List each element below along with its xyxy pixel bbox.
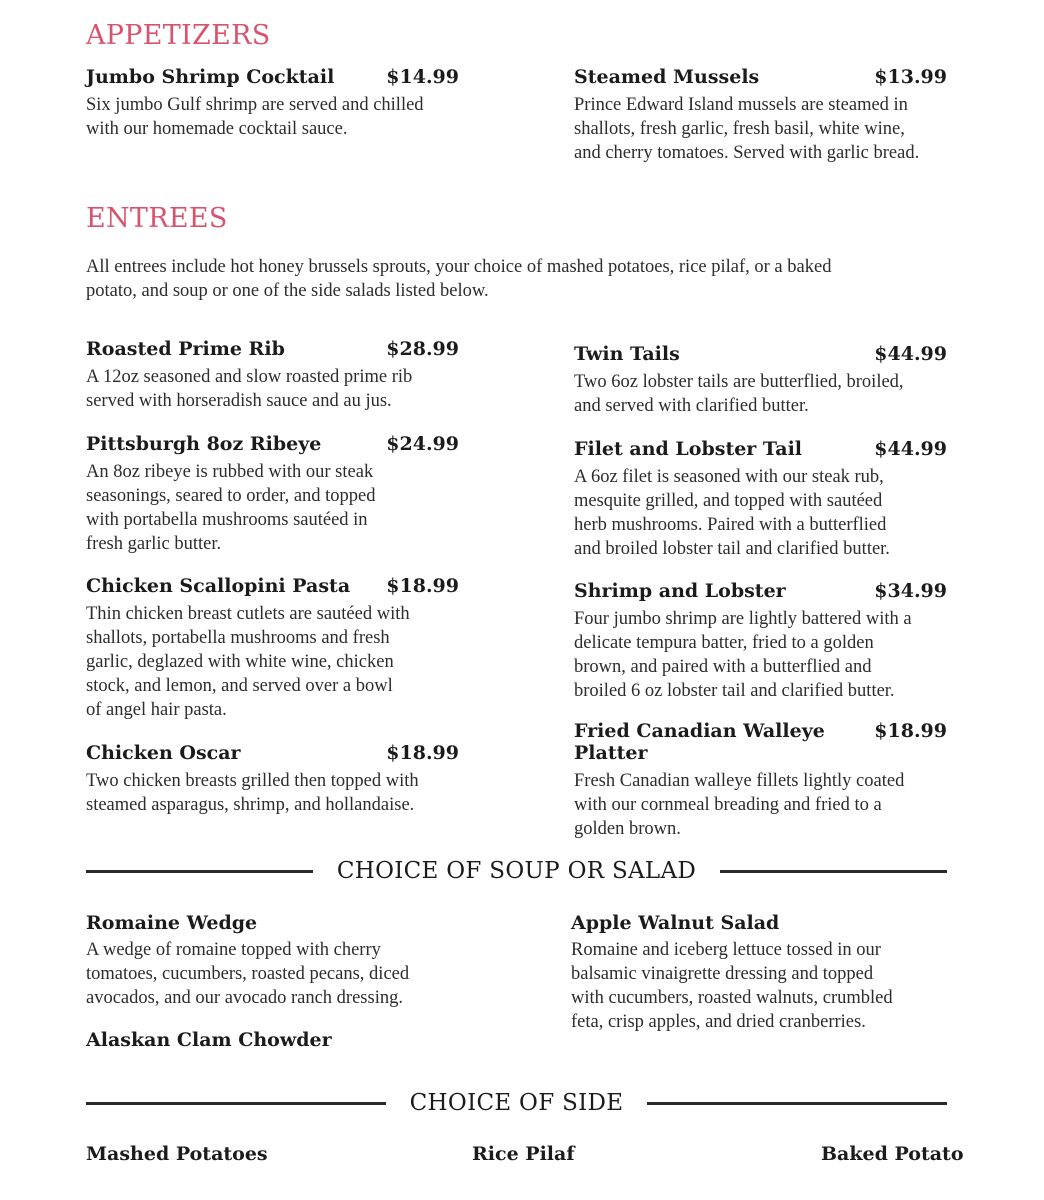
item-description: Two 6oz lobster tails are butterflied, broiled, and served with clarified butter. — [574, 372, 904, 416]
salad-romaine-wedge — [86, 912, 486, 1010]
item-name: Jumbo Shrimp Cocktail — [86, 66, 335, 88]
side-rice-pilaf: Rice Pilaf — [472, 1143, 575, 1165]
item-description: Romaine and iceberg lettuce tossed in our balsamic vinaigrette dressing and topped with cucumbers, roasted walnuts, crumbled feta, crisp apples, and dried cranberries. — [571, 940, 893, 1032]
item-price: $14.99 — [386, 66, 459, 88]
item-name: Fried Canadian Walleye Platter — [574, 720, 825, 764]
menu-item-shrimp-and-lobster — [574, 580, 947, 703]
item-price: $44.99 — [874, 438, 947, 460]
item-name: Romaine Wedge — [86, 912, 258, 934]
item-name: Roasted Prime Rib — [86, 338, 285, 360]
item-description: Six jumbo Gulf shrimp are served and chilled with our homemade cocktail sauce. — [86, 95, 424, 139]
item-description: Fresh Canadian walleye fillets lightly coated with our cornmeal breading and fried to a golden brown. — [574, 771, 905, 839]
item-description: A wedge of romaine topped with cherry tomatoes, cucumbers, roasted pecans, diced avocados, and our avocado ranch dressing. — [86, 940, 410, 1008]
soup-salad-heading: CHOICE OF SOUP OR SALAD — [336, 858, 697, 884]
divider-line — [647, 1102, 947, 1105]
menu-item-chicken-oscar — [86, 742, 459, 817]
divider-line — [720, 870, 947, 873]
item-description: An 8oz ribeye is rubbed with our steak seasonings, seared to order, and topped with portabella mushrooms sautéed in fresh garlic butter. — [86, 462, 376, 554]
menu-item-steamed-mussels — [574, 66, 947, 165]
soup-alaskan-clam-chowder: Alaskan Clam Chowder — [86, 1029, 332, 1051]
item-price: $24.99 — [386, 433, 459, 455]
item-price: $18.99 — [874, 720, 947, 742]
item-description: Two chicken breasts grilled then topped with steamed asparagus, shrimp, and hollandaise. — [86, 771, 419, 815]
item-price: $34.99 — [874, 580, 947, 602]
item-name: Chicken Oscar — [86, 742, 241, 764]
divider-line — [86, 1102, 386, 1105]
menu-item-twin-tails — [574, 343, 947, 418]
item-name: Twin Tails — [574, 343, 680, 365]
menu-item-chicken-scallopini-pasta — [86, 575, 459, 722]
menu-item-fried-canadian-walleye-platter — [574, 720, 947, 841]
menu-item-jumbo-shrimp-cocktail — [86, 66, 459, 141]
item-name: Apple Walnut Salad — [571, 912, 780, 934]
item-name: Filet and Lobster Tail — [574, 438, 802, 460]
salad-apple-walnut — [571, 912, 971, 1034]
item-description: A 6oz filet is seasoned with our steak rub, mesquite grilled, and topped with sautéed herb mushrooms. Paired with a butterflied and broiled lobster tail and clarified butter. — [574, 467, 890, 559]
item-name: Pittsburgh 8oz Ribeye — [86, 433, 322, 455]
item-name: Steamed Mussels — [574, 66, 760, 88]
item-name: Shrimp and Lobster — [574, 580, 786, 602]
side-divider — [86, 1090, 947, 1116]
appetizers-heading: APPETIZERS — [86, 20, 271, 51]
item-description: Thin chicken breast cutlets are sautéed with shallots, portabella mushrooms and fresh garlic, deglazed with white wine, chicken stock, and lemon, and served over a bowl of angel hair pasta. — [86, 604, 410, 720]
item-description: Prince Edward Island mussels are steamed in shallots, fresh garlic, fresh basil, white wine, and cherry tomatoes. Served with garlic bread. — [574, 95, 920, 163]
item-price: $18.99 — [386, 742, 459, 764]
item-price: $18.99 — [386, 575, 459, 597]
item-description: Four jumbo shrimp are lightly battered with a delicate tempura batter, fried to a golden brown, and paired with a butterflied and broiled 6 oz lobster tail and clarified butter. — [574, 609, 912, 701]
item-description: A 12oz seasoned and slow roasted prime rib served with horseradish sauce and au jus. — [86, 367, 413, 411]
item-price: $28.99 — [386, 338, 459, 360]
entrees-intro: All entrees include hot honey brussels sprouts, your choice of mashed potatoes, rice pilaf, or a baked potato, and soup or one of the side salads listed below. — [86, 257, 832, 301]
menu-item-pittsburgh-ribeye — [86, 433, 459, 556]
entrees-heading: ENTREES — [86, 203, 228, 234]
item-price: $44.99 — [874, 343, 947, 365]
divider-line — [86, 870, 313, 873]
item-price: $13.99 — [874, 66, 947, 88]
item-name: Chicken Scallopini Pasta — [86, 575, 351, 597]
menu-item-filet-and-lobster-tail — [574, 438, 947, 561]
side-mashed-potatoes: Mashed Potatoes — [86, 1143, 268, 1165]
menu-item-roasted-prime-rib — [86, 338, 459, 413]
side-baked-potato: Baked Potato — [821, 1143, 964, 1165]
side-heading: CHOICE OF SIDE — [409, 1090, 624, 1116]
soup-salad-divider — [86, 858, 947, 884]
